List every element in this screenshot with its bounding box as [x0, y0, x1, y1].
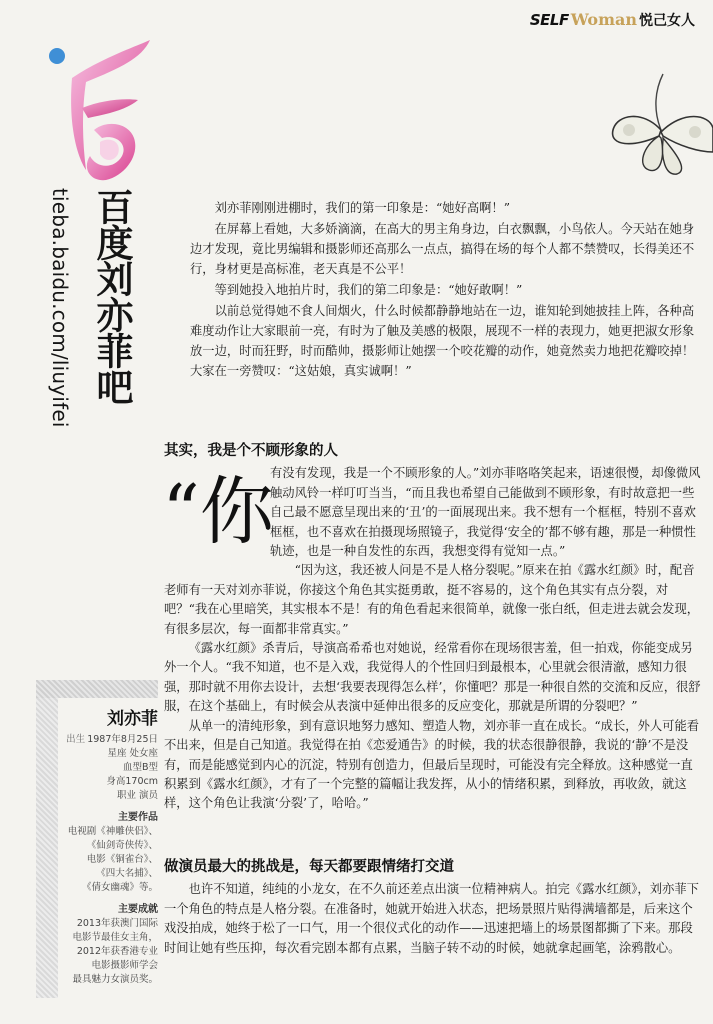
sidebar-rail: [36, 698, 58, 998]
profile-name: 刘亦菲: [107, 709, 158, 729]
fan-club-url: tieba.baidu.com/liuyifei: [48, 188, 72, 428]
body-paragraph: 《露水红颜》杀青后，导演高希希也对她说，经常看你在现场很害羞，但一拍戏，你能变成另外一个人。“我不知道，也不是入戏，我觉得人的个性回归到最根本，心里就会很清澈，感知力很强，那时就不用你去设计，去想‘我要表现得怎么样’，你懂吧？那是一种很自然的交流和反应，很舒服，在这个基础上，有时候会从表演中延伸出很多的反应变化，那就是所谓的分裂吧？”: [164, 641, 701, 714]
awards-item: 2012年获香港专业: [76, 946, 158, 957]
profile-fact: 身高170cm: [106, 776, 158, 787]
butterfly-decoration-icon: [603, 70, 713, 190]
intro-paragraph: 以前总觉得她不食人间烟火，什么时候都静静地站在一边，谁知轮到她披挂上阵，各种高难度动作让大家眼前一亮，有时为了触及美感的极限，展现不一样的表现力，她更把淑女形象放一边，时而狂野，时而酷帅，摄影师让她摆一个咬花瓣的动作，她竟然卖力地把花瓣咬掉！大家在一旁赞叹：“这姑娘，真实诚啊！”: [190, 304, 695, 378]
awards-item: 电影节最佳女主角，: [72, 932, 158, 943]
sidebar-top-bar: [36, 680, 158, 698]
brand-self: SELF: [529, 11, 569, 29]
profile-fact: 星座 处女座: [107, 748, 158, 759]
drop-cap: “你: [162, 469, 274, 556]
body-paragraph: 从单一的清纯形象，到有意识地努力感知、塑造人物，刘亦菲一直在成长。“成长，外人可能看不出来，但是自己知道。我觉得在拍《恋爱通告》的时候，我的状态很静很静，我说的‘静’不是没有，而是能感觉到内心的沉淀，特别有创造力，但最后呈现时，可能没有完全释放。这种感觉一直积累到《露水红颜》，才有了一个完整的篇幅让我发挥，从小的情绪积累，到释放，再收敛，就这样，这个角色让我演‘分裂’了，哈哈。”: [164, 718, 700, 811]
body-paragraph: 有没有发现，我是一个不顾形象的人。”刘亦菲咯咯笑起来，语速很慢，却像微风触动风铃一样叮叮当当，“而且我也希望自己能做到不顾形象，有时故意把一些自己最不愿意呈现出来的‘丑’的一面展现出来。我不想有一个框框，特别不喜欢框框，也不喜欢在拍摄现场照镜子，我觉得‘安全的’都不够有趣，那是一种惯性轨迹，也是一种自发性的东西，我想变得有觉知一点。”: [270, 466, 701, 559]
works-item: 《四大名捕》、: [96, 868, 158, 879]
works-item: 电影《铜雀台》、: [86, 854, 158, 865]
awards-item: 2013年获澳门国际: [76, 918, 158, 929]
works-item: 《倩女幽魂》等。: [81, 882, 158, 893]
profile-fact: 出生 1987年8月25日: [66, 734, 158, 745]
awards-item: 最具魅力女演员奖。: [72, 974, 158, 985]
drop-cap-block: [164, 464, 704, 561]
awards-label: 主要成就: [118, 904, 158, 915]
works-item: 电视剧《神雕侠侣》、: [67, 826, 158, 837]
fan-club-logo-icon: [42, 38, 154, 188]
intro-paragraph: 刘亦菲刚刚进棚时，我们的第一印象是：“她好高啊！”: [214, 201, 510, 215]
section-emotions: [164, 858, 704, 958]
section-heading: 做演员最大的挑战是，每天都要跟情绪打交道: [164, 859, 454, 875]
awards-item: 电影摄影师学会: [91, 960, 158, 971]
section-heading: 其实，我是个不顾形象的人: [164, 443, 338, 459]
section-not-caring-image: [164, 442, 704, 814]
intro-paragraph: 等到她投入地拍片时，我们的第二印象是：“她好敢啊！”: [214, 283, 523, 297]
body-paragraph: 也许不知道，纯纯的小龙女，在不久前还差点出演一位精神病人。拍完《露水红颜》，刘亦菲下一个角色的特点是人格分裂。在准备时，她就开始进入状态，把场景照片贴得满墙都是，后来这个戏没拍成，她终于松了一口气，用一个很仪式化的动作——迅速把墙上的场景图都撕了下来。那段时间让她有些压抑，每次看完剧本都有点累，当脑子转不动的时候，她就拿起画笔，涂鸦散心。: [164, 882, 699, 955]
profile-fact: 血型B型: [122, 762, 158, 773]
works-item: 《仙剑奇侠传》、: [86, 840, 158, 851]
profile-sidebar: [36, 680, 158, 987]
masthead: [530, 10, 695, 30]
brand-woman: Woman: [570, 10, 637, 29]
profile-fact: 职业 演员: [116, 790, 158, 801]
fan-club-title: 百度刘亦菲吧: [90, 188, 133, 404]
brand-zh: 悦己女人: [639, 13, 695, 29]
works-label: 主要作品: [118, 812, 158, 823]
body-paragraph: “因为这，我还被人问是不是人格分裂呢。”原来在拍《露水红颜》时，配音老师有一天对刘亦菲说，你接这个角色其实挺勇敢，挺不容易的，这个角色其实有点分裂，对吧？“我在心里暗笑，其实根本不是！有的角色看起来很简单，就像一张白纸，但走进去就会发现，有很多层次，每一面都非常真实。”: [164, 563, 700, 636]
intro-paragraph: 在屏幕上看她，大多娇滴滴，在高大的男主角身边，白衣飘飘，小鸟依人。今天站在她身边才发现，竟比男编辑和摄影师还高那么一点点，搞得在场的每个人都不禁赞叹，长得美还不行，身材更是高标准，老天真是不公平！: [190, 222, 695, 276]
intro-text: [190, 198, 700, 382]
